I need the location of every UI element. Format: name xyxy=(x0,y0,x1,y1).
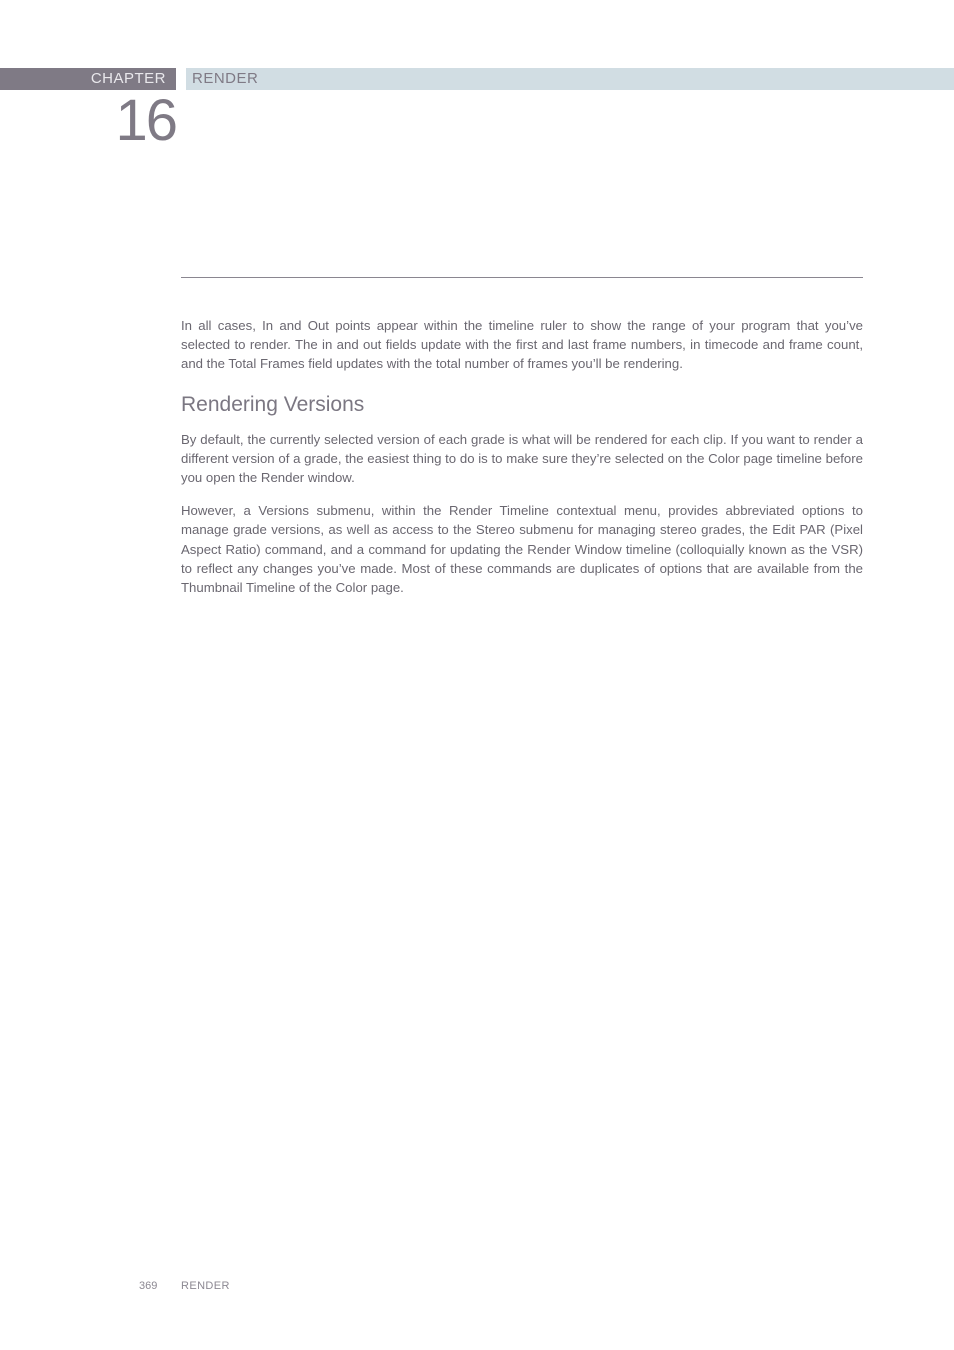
section-heading: Rendering Versions xyxy=(181,392,365,416)
chapter-label: CHAPTER xyxy=(90,70,166,87)
footer-title: RENDER xyxy=(181,1280,230,1292)
chapter-number: 16 xyxy=(115,88,176,153)
chapter-label-bar xyxy=(0,68,176,90)
page-number: 369 xyxy=(139,1280,158,1292)
main-content xyxy=(181,316,863,611)
chapter-title-bar xyxy=(186,68,954,90)
intro-paragraph: In all cases, In and Out points appear within the timeline ruler to show the range of your program that you’ve selected to render. The in and out fields update with the first and last frame numbers, in timecode and frame count, and the Total Frames field updates with the total number of frames you’ll be rendering. xyxy=(181,318,863,372)
section-divider xyxy=(181,277,863,278)
body-paragraph-1: By default, the currently selected version of each grade is what will be rendered for each clip. If you want to render a different version of a grade, the easiest thing to do is to make sure they’re selected on the Color page timeline before you open the Render window. xyxy=(181,431,863,486)
body-paragraph-2: However, a Versions submenu, within the Render Timeline contextual menu, provides abbreviated options to manage grade versions, as well as access to the Stereo submenu for managing stereo grades, the Edit PAR (Pixel Aspect Ratio) command, and a command for updating the Render Window timeline (colloquially known as the VSR) to reflect any changes you’ve made. Most of these commands are duplicates of options that are available from the Thumbnail Timeline of the Color page. xyxy=(181,503,863,596)
page-footer xyxy=(0,1280,954,1296)
chapter-title: RENDER xyxy=(192,70,259,87)
